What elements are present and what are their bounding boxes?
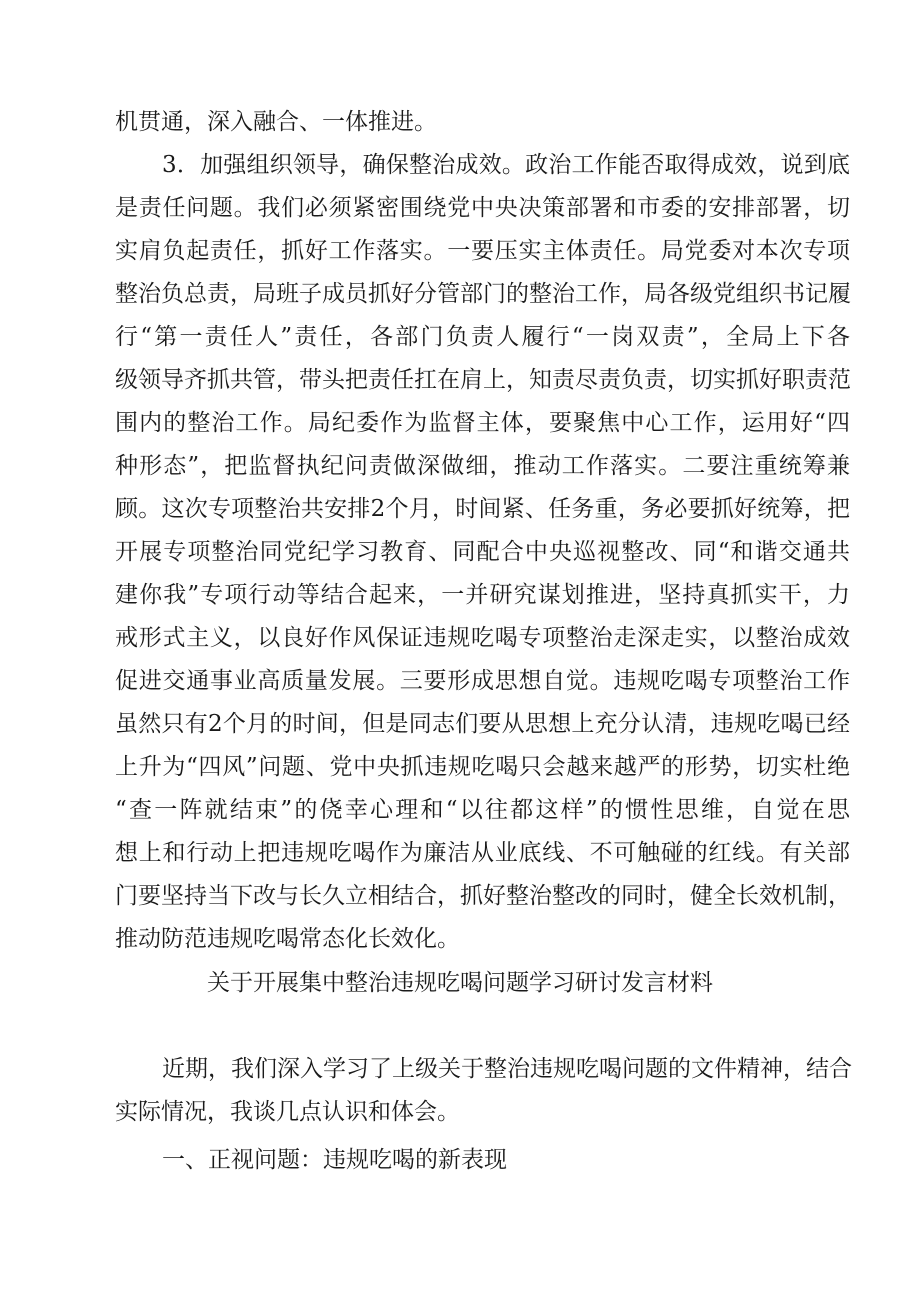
article-title: 关于开展集中整治违规吃喝问题学习研讨发言材料 [207,970,713,996]
section-heading: 一、正视问题：违规吃喝的新表现 [162,1147,507,1173]
paragraph-line: 建你我”专项行动等结合起来，一并研究谋划推进，坚持真抓实干，力 [115,582,850,608]
paragraph-line: 级领导齐抓共管，带头把责任扛在肩上，知责尽责负责，切实抓好职责范 [115,367,851,393]
paragraph-line: 虽然只有2个月的时间，但是同志们要从思想上充分认清，违规吃喝已经 [115,711,850,737]
paragraph-line: 围内的整治工作。局纪委作为监督主体，要聚焦中心工作，运用好“四 [115,410,850,436]
paragraph-line: 戒形式主义，以良好作风保证违规吃喝专项整治走深走实，以整治成效 [115,625,850,651]
paragraph-line: 上升为“四风”问题、党中央抓违规吃喝只会越来越严的形势，切实杜绝 [115,754,850,780]
paragraph-line: 顾。这次专项整治共安排2个月，时间紧、任务重，务必要抓好统筹，把 [115,496,850,522]
paragraph-line: 3．加强组织领导，确保整治成效。政治工作能否取得成效，说到底 [162,152,850,178]
paragraph-line: 种形态”，把监督执纪问责做深做细，推动工作落实。二要注重统筹兼 [115,453,850,479]
paragraph-line: 近期，我们深入学习了上级关于整治违规吃喝问题的文件精神，结合 [162,1056,852,1082]
paragraph-line: 是责任问题。我们必须紧密围绕党中央决策部署和市委的安排部署，切 [115,195,850,221]
paragraph-line: 促进交通事业高质量发展。三要形成思想自觉。违规吃喝专项整治工作 [115,668,850,694]
paragraph-line: 开展专项整治同党纪学习教育、同配合中央巡视整改、同“和谐交通共 [115,539,850,565]
paragraph-line: 行“第一责任人”责任，各部门负责人履行“一岗双责”，全局上下各 [115,324,850,350]
paragraph-line: 推动防范违规吃喝常态化长效化。 [115,926,460,952]
paragraph-line: 整治负总责，局班子成员抓好分管部门的整治工作，局各级党组织书记履 [115,281,851,307]
paragraph-line: 门要坚持当下改与长久立相结合，抓好整治整改的同时，健全长效机制， [115,883,851,909]
paragraph-line: 实肩负起责任，抓好工作落实。一要压实主体责任。局党委对本次专项 [115,238,850,264]
paragraph-line: 机贯通，深入融合、一体推进。 [115,109,437,135]
paragraph-line: 想上和行动上把违规吃喝作为廉洁从业底线、不可触碰的红线。有关部 [115,840,850,866]
paragraph-line: 实际情况，我谈几点认识和体会。 [115,1099,460,1125]
paragraph-line: “查一阵就结束”的侥幸心理和“以往都这样”的惯性思维，自觉在思 [115,797,850,823]
